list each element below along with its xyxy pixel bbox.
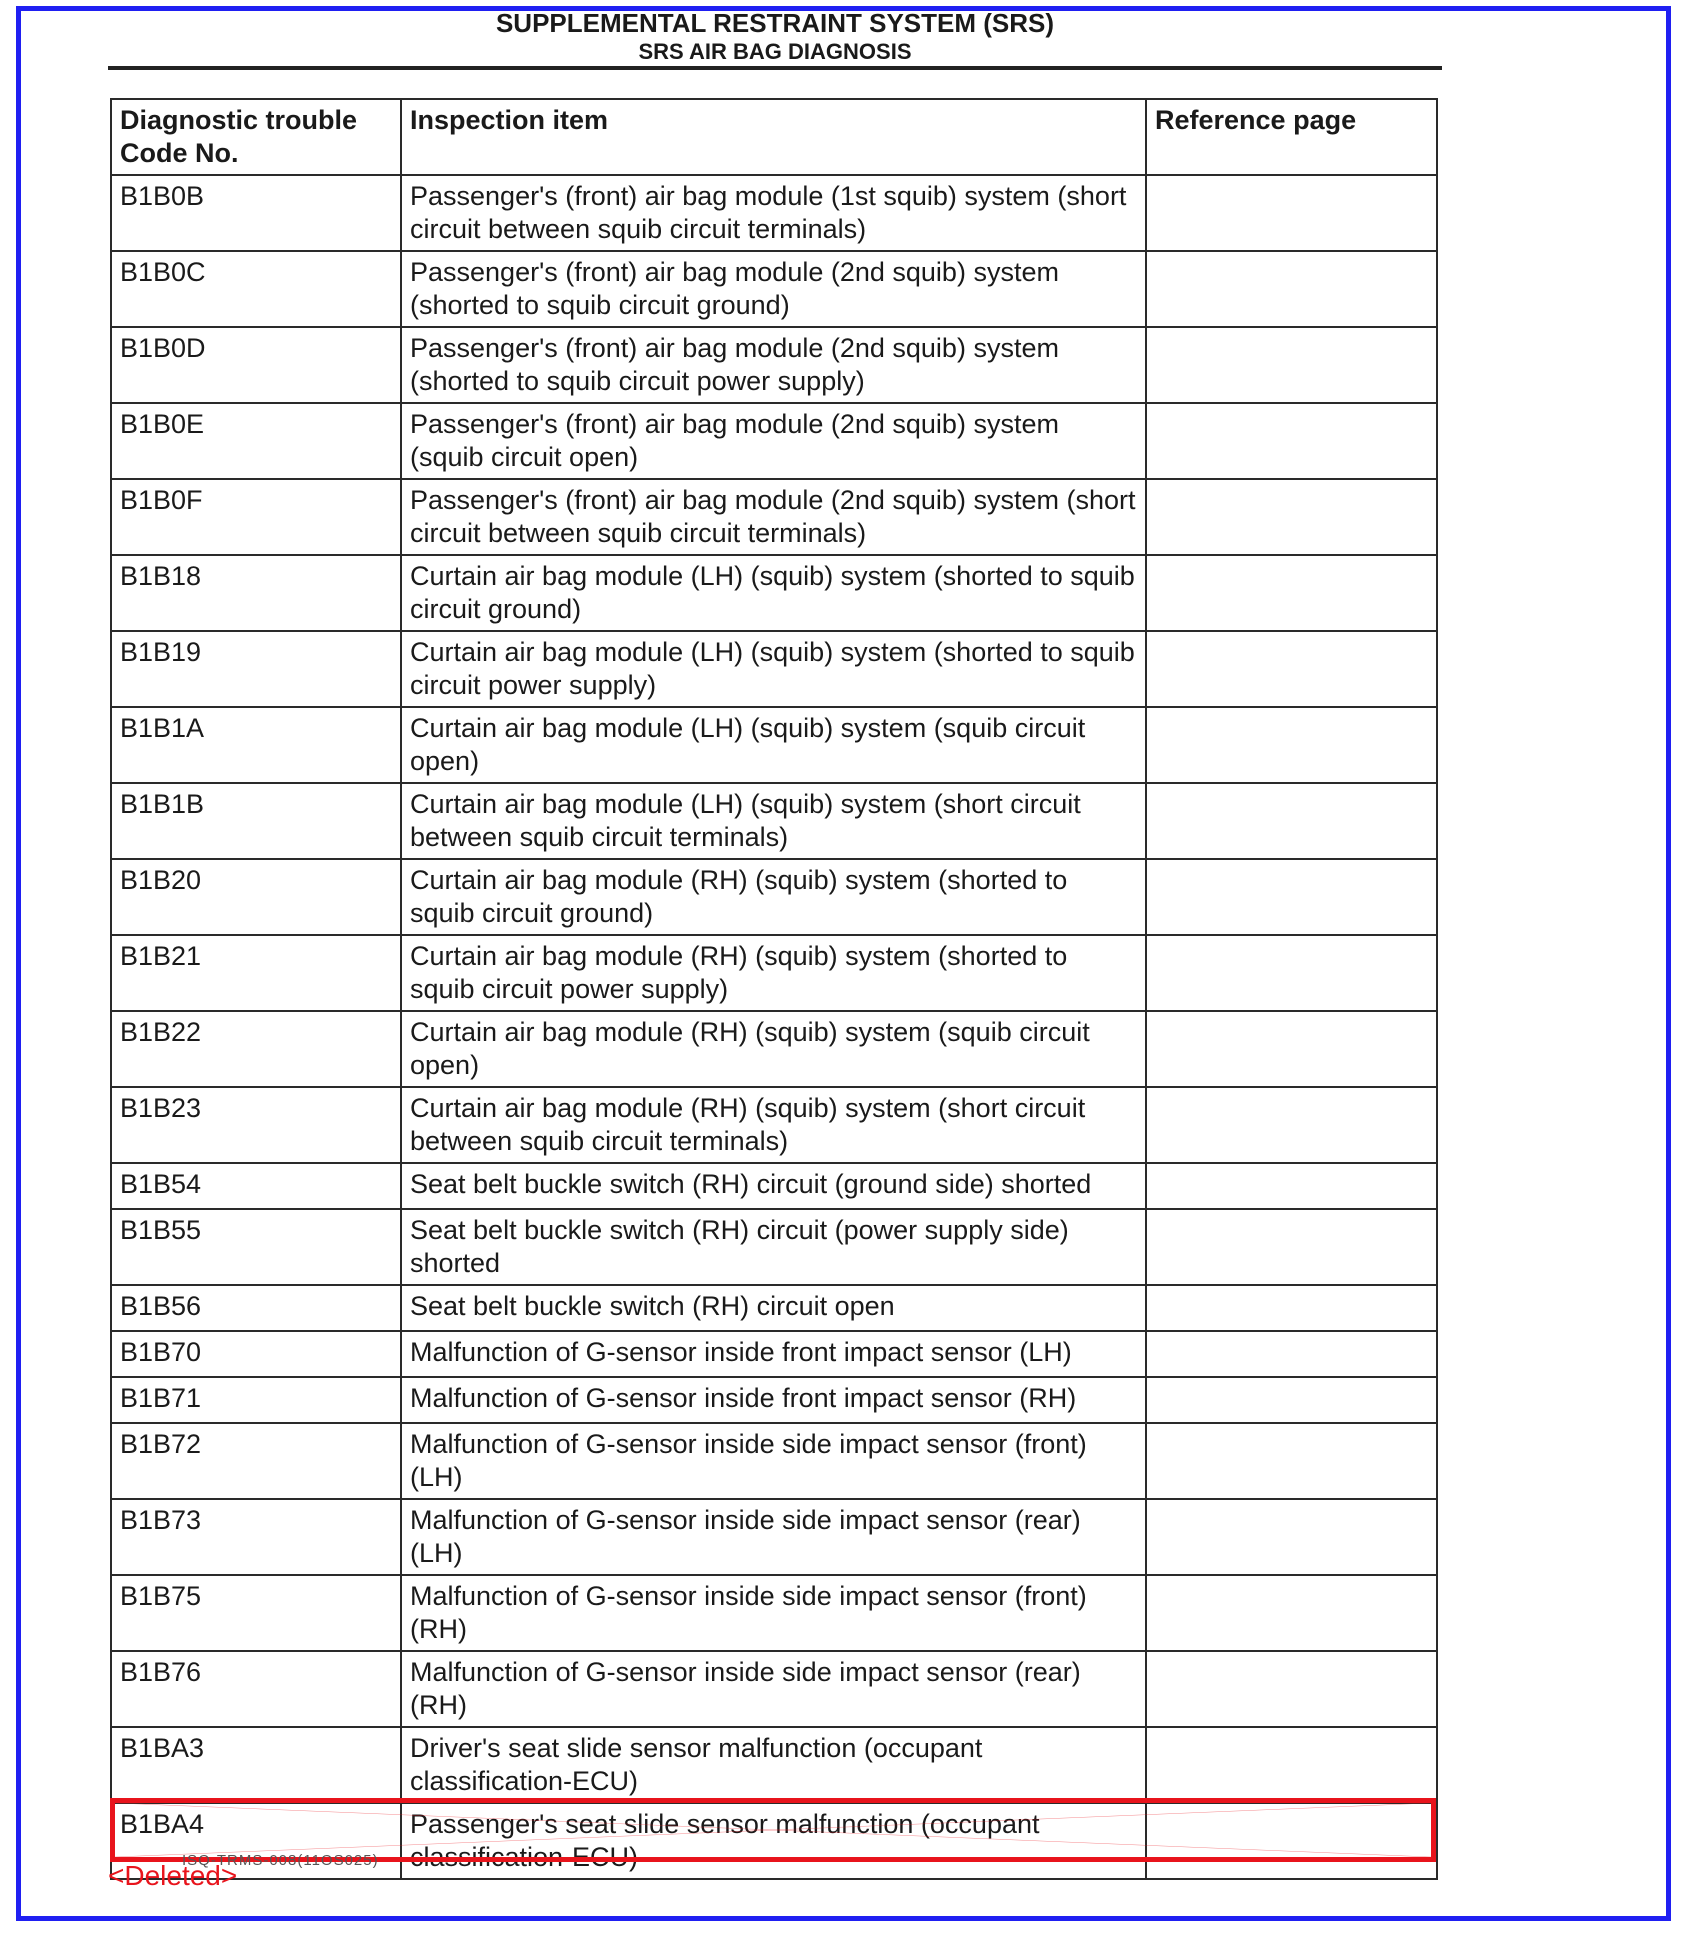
cell-item: Seat belt buckle switch (RH) circuit (power supply side) shorted — [401, 1209, 1146, 1285]
document-footnote: ISQ-TRMS-008(11OS025) — [182, 1852, 379, 1869]
cell-ref — [1146, 1377, 1437, 1423]
cell-item: Curtain air bag module (RH) (squib) system (short circuit between squib circuit terminals) — [401, 1087, 1146, 1163]
cell-item: Malfunction of G-sensor inside side impact sensor (front) (RH) — [401, 1575, 1146, 1651]
table-row — [111, 1423, 1437, 1499]
cell-ref — [1146, 783, 1437, 859]
cell-ref — [1146, 1285, 1437, 1331]
cell-ref — [1146, 479, 1437, 555]
cell-ref — [1146, 631, 1437, 707]
cell-code: B1B22 — [111, 1011, 401, 1087]
table-row — [111, 1331, 1437, 1377]
deleted-label: <Deleted> — [108, 1860, 238, 1891]
cell-code: B1B56 — [111, 1285, 401, 1331]
table-row — [111, 403, 1437, 479]
table-row — [111, 251, 1437, 327]
cell-ref — [1146, 1163, 1437, 1209]
cell-code: B1B0C — [111, 251, 401, 327]
table-row — [111, 1163, 1437, 1209]
cell-item: Malfunction of G-sensor inside side impact sensor (front) (LH) — [401, 1423, 1146, 1499]
cell-code: B1B71 — [111, 1377, 401, 1423]
cell-code: B1B76 — [111, 1651, 401, 1727]
cell-code: B1B75 — [111, 1575, 401, 1651]
table-row — [111, 479, 1437, 555]
table-row — [111, 935, 1437, 1011]
cell-ref — [1146, 1087, 1437, 1163]
cell-ref — [1146, 1331, 1437, 1377]
cell-item: Passenger's (front) air bag module (2nd squib) system (shorted to squib circuit power supply) — [401, 327, 1146, 403]
cell-item: Passenger's (front) air bag module (2nd squib) system (shorted to squib circuit ground) — [401, 251, 1146, 327]
cell-item: Passenger's (front) air bag module (2nd squib) system (short circuit between squib circuit terminals) — [401, 479, 1146, 555]
cell-code: B1B0B — [111, 175, 401, 251]
strike-cross-icon — [115, 1803, 1431, 1857]
cell-ref — [1146, 175, 1437, 251]
cell-item: Curtain air bag module (LH) (squib) system (short circuit between squib circuit terminals) — [401, 783, 1146, 859]
cell-ref — [1146, 403, 1437, 479]
table-row — [111, 1651, 1437, 1727]
cell-item: Curtain air bag module (RH) (squib) system (squib circuit open) — [401, 1011, 1146, 1087]
cell-item: Curtain air bag module (LH) (squib) system (squib circuit open) — [401, 707, 1146, 783]
cell-ref — [1146, 327, 1437, 403]
cell-ref — [1146, 555, 1437, 631]
table-row — [111, 1499, 1437, 1575]
cell-item: Malfunction of G-sensor inside front impact sensor (LH) — [401, 1331, 1146, 1377]
cell-code: B1B18 — [111, 555, 401, 631]
cell-item: Passenger's (front) air bag module (1st squib) system (short circuit between squib circuit terminals) — [401, 175, 1146, 251]
table-row — [111, 1011, 1437, 1087]
cell-item: Curtain air bag module (LH) (squib) system (shorted to squib circuit power supply) — [401, 631, 1146, 707]
cell-code: B1B0F — [111, 479, 401, 555]
cell-item: Malfunction of G-sensor inside side impact sensor (rear) (RH) — [401, 1651, 1146, 1727]
cell-item: Curtain air bag module (LH) (squib) system (shorted to squib circuit ground) — [401, 555, 1146, 631]
dtc-table — [110, 98, 1438, 1880]
cell-code: B1B1B — [111, 783, 401, 859]
cell-code: B1BA4 — [111, 1803, 401, 1879]
cell-code: B1B20 — [111, 859, 401, 935]
cell-item: Curtain air bag module (RH) (squib) system (shorted to squib circuit ground) — [401, 859, 1146, 935]
table-row — [111, 327, 1437, 403]
cell-ref — [1146, 1423, 1437, 1499]
cell-ref — [1146, 1209, 1437, 1285]
cell-item: Passenger's seat slide sensor malfunction (occupant classification-ECU) — [401, 1803, 1146, 1879]
table-row — [111, 1377, 1437, 1423]
cell-code: B1B21 — [111, 935, 401, 1011]
cell-ref — [1146, 935, 1437, 1011]
table-row — [111, 1209, 1437, 1285]
cell-ref — [1146, 707, 1437, 783]
table-row — [111, 555, 1437, 631]
table-row — [111, 1575, 1437, 1651]
table-row — [111, 707, 1437, 783]
cell-code: B1B55 — [111, 1209, 401, 1285]
page-subtitle: SRS AIR BAG DIAGNOSIS — [638, 39, 912, 64]
cell-item: Passenger's (front) air bag module (2nd squib) system (squib circuit open) — [401, 403, 1146, 479]
cell-code: B1B19 — [111, 631, 401, 707]
cell-ref — [1146, 1727, 1437, 1803]
cell-code: B1B73 — [111, 1499, 401, 1575]
page-title: SUPPLEMENTAL RESTRAINT SYSTEM (SRS) — [495, 8, 1055, 38]
table-body — [111, 175, 1437, 1879]
page-header — [110, 8, 1440, 66]
cell-code: B1B0E — [111, 403, 401, 479]
cell-item: Malfunction of G-sensor inside front impact sensor (RH) — [401, 1377, 1146, 1423]
table-header-row — [111, 99, 1437, 175]
table-row — [111, 1285, 1437, 1331]
header-rule — [108, 66, 1442, 70]
cell-ref — [1146, 1499, 1437, 1575]
table-row — [111, 1727, 1437, 1803]
cell-ref — [1146, 251, 1437, 327]
cell-ref — [1146, 859, 1437, 935]
cell-item: Driver's seat slide sensor malfunction (occupant classification-ECU) — [401, 1727, 1146, 1803]
cell-item: Malfunction of G-sensor inside side impact sensor (rear) (LH) — [401, 1499, 1146, 1575]
cell-code: B1B54 — [111, 1163, 401, 1209]
cell-code: B1B23 — [111, 1087, 401, 1163]
cell-ref — [1146, 1651, 1437, 1727]
cell-item: Curtain air bag module (RH) (squib) system (shorted to squib circuit power supply) — [401, 935, 1146, 1011]
cell-code: B1B0D — [111, 327, 401, 403]
cell-code: B1B70 — [111, 1331, 401, 1377]
cell-item: Seat belt buckle switch (RH) circuit (ground side) shorted — [401, 1163, 1146, 1209]
cell-item: Seat belt buckle switch (RH) circuit open — [401, 1285, 1146, 1331]
cell-code: B1BA3 — [111, 1727, 401, 1803]
cell-code: B1B1A — [111, 707, 401, 783]
table-row — [111, 175, 1437, 251]
cell-ref — [1146, 1011, 1437, 1087]
table-row — [111, 631, 1437, 707]
column-header-code: Diagnostic trouble Code No. — [111, 99, 401, 175]
cell-code: B1B72 — [111, 1423, 401, 1499]
table-row — [111, 1087, 1437, 1163]
cell-ref — [1146, 1575, 1437, 1651]
column-header-ref: Reference page — [1146, 99, 1437, 175]
column-header-item: Inspection item — [401, 99, 1146, 175]
table-row — [111, 783, 1437, 859]
table-row — [111, 859, 1437, 935]
